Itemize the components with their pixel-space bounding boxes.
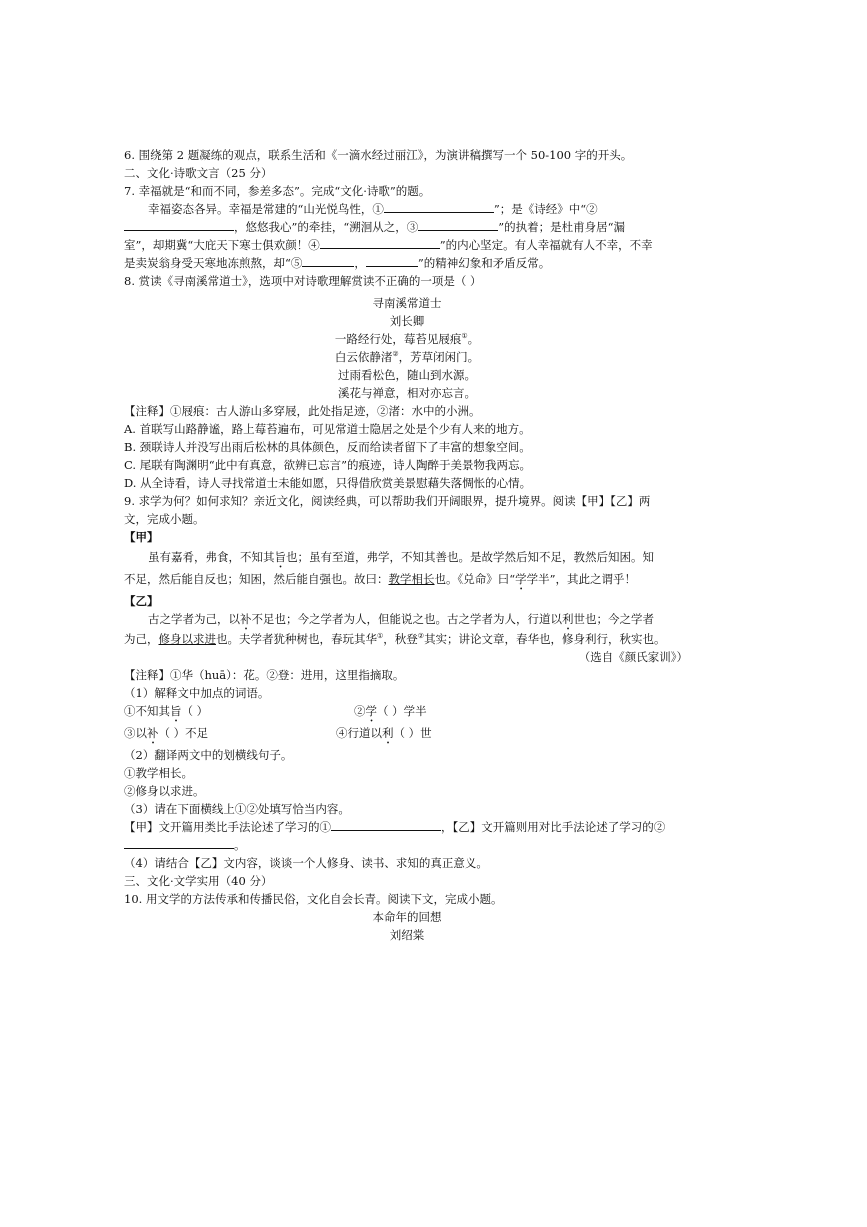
question-10: 10. 用文学的方法传承和传播民俗，文化自会长青。阅读下文，完成小题。 <box>124 892 503 906</box>
fill-blank-1[interactable] <box>331 818 441 831</box>
passage-yi-line-2: 为己，修身以求进也。夫学者犹种树也，春玩其华①，秋登②其实；讲论文章，春华也，修身利行，秋实也。 <box>124 632 666 646</box>
q8-option-c[interactable]: C. 尾联有陶渊明“此中有真意，欲辨已忘言”的痕迹，诗人陶醉于美景物我两忘。 <box>124 458 531 472</box>
q9-sub-1: （1）解释文中加点的词语。 <box>124 686 270 700</box>
blank-4[interactable] <box>320 236 440 249</box>
article-author: 刘绍棠 <box>389 928 425 942</box>
word-4[interactable]: ④行道以利（ ）世 <box>336 726 432 740</box>
question-8: 8. 赏读《寻南溪常道士》，选项中对诗歌理解赏读不正确的一项是（ ） <box>124 274 482 288</box>
q9-sub-2: （2）翻译两文中的划横线句子。 <box>124 748 293 762</box>
blank-2[interactable] <box>124 218 234 231</box>
blank-5a[interactable] <box>302 254 354 267</box>
article-title: 本命年的回想 <box>372 910 442 924</box>
passage-jia-label: 【甲】 <box>124 530 159 544</box>
poem-title: 寻南溪常道士 <box>372 296 442 310</box>
word-3[interactable]: ③以补（ ）不足 <box>124 726 209 740</box>
q9-sub-4: （4）请结合【乙】文内容，谈谈一个人修身、读书、求知的真正意义。 <box>124 856 488 870</box>
question-6: 6. 围绕第 2 题凝练的观点，联系生活和《一滴水经过丽江》，为演讲稿撰写一个 50-100 字的开头。 <box>124 148 633 162</box>
question-9-cont: 文，完成小题。 <box>124 512 205 526</box>
q8-note: 【注释】①屐痕：古人游山多穿屐，此处指足迹，②渚：水中的小洲。 <box>124 404 481 418</box>
question-7: 7. 幸福就是“和而不同，参差多态”。完成“文化·诗歌”的题。 <box>124 184 431 198</box>
poem-author: 刘长卿 <box>389 314 425 328</box>
fill-blank-2[interactable] <box>124 836 234 849</box>
q7-line-1: 幸福姿态各异。幸福是常建的“山光悦鸟性，① ”；是《诗经》中“② <box>148 202 598 216</box>
poem-line-4: 溪花与禅意，相对亦忘言。 <box>338 386 476 400</box>
passage-jia-line-2: 不足，然后能自反也；知困，然后能自强也。故曰：教学相长也。《兑命》曰“学学半”，其此之谓乎！ <box>124 572 637 586</box>
question-9: 9. 求学为何？如何求知？亲近文化，阅读经典，可以帮助我们开阔眼界，提升境界。阅读【甲】【乙】两 <box>124 494 651 508</box>
section-3-heading: 三、文化·文学实用（40 分） <box>124 874 273 888</box>
q7-line-4: 是卖炭翁身受天寒地冻煎熬，却“⑤ ， ”的精神幻象和矛盾反常。 <box>124 256 551 270</box>
q9-sub-3: （3）请在下面横线上①②处填写恰当内容。 <box>124 802 350 816</box>
word-2[interactable]: ②学（ ）学半 <box>354 704 427 718</box>
passage-yi-line-1: 古之学者为己，以补不足也；今之学者为人，但能说之也。古之学者为人，行道以利世也；今之学者 <box>148 612 654 626</box>
q8-option-a[interactable]: A. 首联写山路静谧，路上莓苔遍布，可见常道士隐居之处是个少有人来的地方。 <box>124 422 531 436</box>
poem-line-3: 过雨看松色，随山到水源。 <box>338 368 476 382</box>
passage-yi-label: 【乙】 <box>124 594 159 608</box>
q8-option-d[interactable]: D. 从全诗看，诗人寻找常道士未能如愿，只得借欣赏美景慰藉失落惆怅的心情。 <box>124 476 532 490</box>
fill-line-2: 。 <box>124 836 690 854</box>
fill-line-1: 【甲】文开篇用类比手法论述了学习的① ，【乙】文开篇则用对比手法论述了学习的② <box>124 820 666 834</box>
poem-line-1: 一路经行处，莓苔见屐痕①。 <box>334 332 480 346</box>
passage-yi-source: （选自《颜氏家训》） <box>578 650 688 664</box>
q7-line-2: ，悠悠我心”的牵挂，“溯洄从之，③ ”的执着；是杜甫身居“漏 <box>124 218 690 236</box>
q9-note: 【注释】①华（huā）：花。②登：进用，这里指摘取。 <box>124 668 405 682</box>
blank-1[interactable] <box>384 200 494 213</box>
section-2-heading: 二、文化·诗歌文言（25 分） <box>124 166 273 180</box>
passage-jia-line-1: 虽有嘉肴，弗食，不知其旨也；虽有至道，弗学，不知其善也。是故学然后知不足，教然后知困。知 <box>148 550 654 564</box>
poem-line-2: 白云依静渚②，芳草闭闲门。 <box>334 350 480 364</box>
translate-2: ②修身以求进。 <box>124 784 205 798</box>
blank-3[interactable] <box>418 218 498 231</box>
blank-5b[interactable] <box>366 254 418 267</box>
q8-option-b[interactable]: B. 颈联诗人并没写出雨后松林的具体颜色，反而给读者留下了丰富的想象空间。 <box>124 440 531 454</box>
translate-1: ①教学相长。 <box>124 766 193 780</box>
q7-line-3: 室”，却期冀“大庇天下寒士俱欢颜！④ ”的内心坚定。有人幸福就有人不幸，不幸 <box>124 238 653 252</box>
word-1[interactable]: ①不知其旨（ ） <box>124 704 209 718</box>
